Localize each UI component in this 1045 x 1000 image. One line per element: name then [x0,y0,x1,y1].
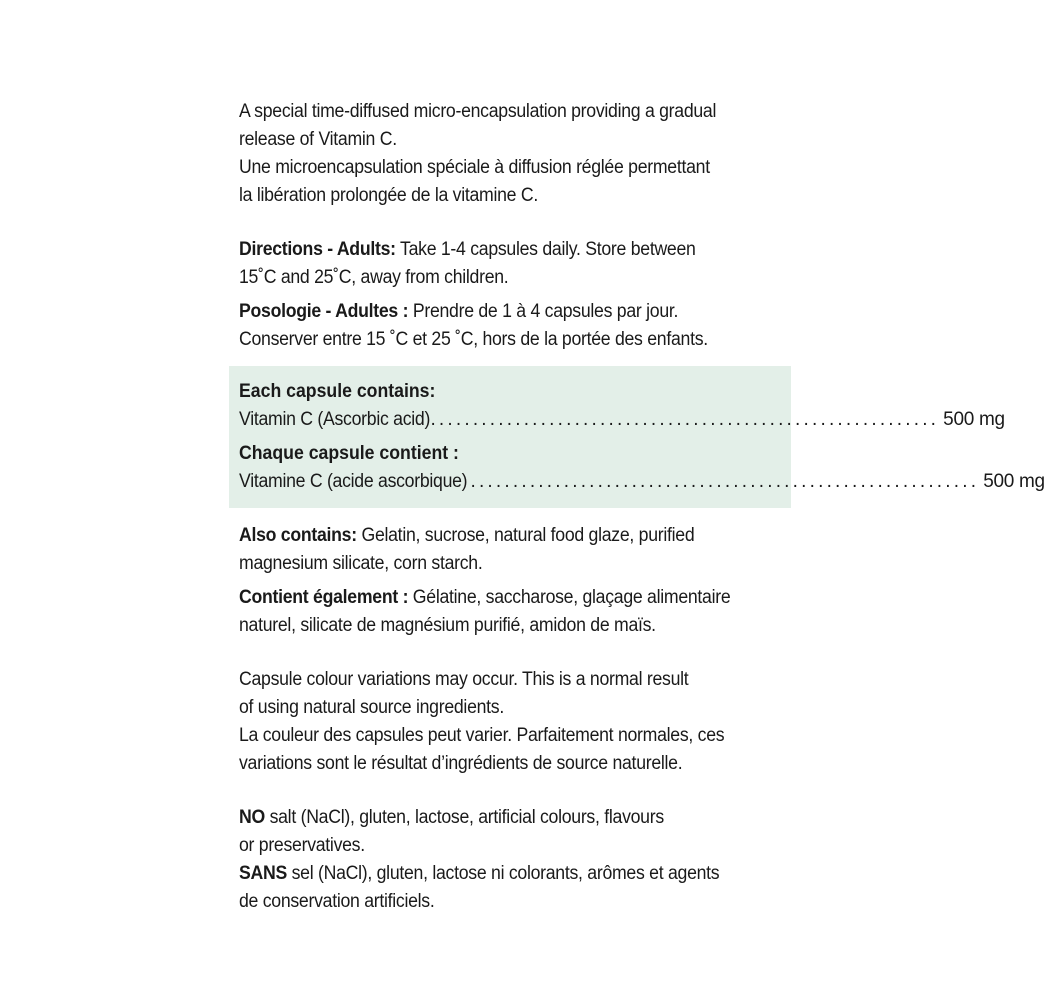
contents-en-dot-leader: ............................................................ [430,409,940,430]
also-contains-fr-label: Contient également : [239,587,409,608]
contents-en-ingredient: Vitamin C (Ascorbic acid) [239,409,431,430]
also-contains-section [239,522,791,640]
intro-section [239,98,791,210]
directions-fr-text-1: Prendre de 1 à 4 capsules par jour. [408,301,679,322]
directions-section [239,236,791,354]
contents-en-row [239,406,1005,434]
directions-fr-line-1 [239,298,752,326]
contents-fr-amount: 500 mg [983,471,1045,492]
intro-fr-line-2: la libération prolongée de la vitamine C. [239,185,538,206]
colour-note-en-line-2: of using natural source ingredients. [239,697,504,718]
directions-en-text-1: Take 1-4 capsules daily. Store between [395,239,696,260]
free-from-section [239,804,791,916]
contents-fr-heading: Chaque capsule contient : [239,443,459,464]
also-contains-en-line-1 [239,522,752,550]
contents-fr-dot-leader: ............................................................ [470,471,980,492]
also-contains-fr-text-1: Gélatine, saccharose, glaçage alimentaire [408,587,731,608]
also-contains-fr-line-2: naturel, silicate de magnésium purifié, amidon de maïs. [239,615,656,636]
colour-note-fr-line-2: variations sont le résultat d’ingrédients de source naturelle. [239,753,683,774]
contents-en-amount: 500 mg [943,409,1005,430]
free-from-en-line-2: or preservatives. [239,835,365,856]
also-contains-fr-line-1 [239,584,752,612]
free-from-en-text-1: salt (NaCl), gluten, lactose, artificial colours, flavours [264,807,664,828]
colour-note-section [239,666,791,778]
contents-fr-ingredient: Vitamine C (acide ascorbique) [239,471,468,492]
colour-note-fr-line-1: La couleur des capsules peut varier. Parfaitement normales, ces [239,725,725,746]
free-from-fr-label: SANS [239,863,287,884]
contents-en-heading: Each capsule contains: [239,381,436,402]
also-contains-en-text-1: Gelatin, sucrose, natural food glaze, purified [356,525,695,546]
directions-en-line-1 [239,236,752,264]
intro-fr-line-1: Une microencapsulation spéciale à diffusion réglée permettant [239,157,710,178]
intro-en-line-2: release of Vitamin C. [239,129,397,150]
label-panel [239,98,791,354]
free-from-fr-line-1 [239,860,752,888]
free-from-en-label: NO [239,807,265,828]
free-from-fr-line-2: de conservation artificiels. [239,891,435,912]
colour-note-en-line-1: Capsule colour variations may occur. This is a normal result [239,669,689,690]
also-contains-en-line-2: magnesium silicate, corn starch. [239,553,483,574]
contents-box [229,366,1045,508]
label-panel-lower [239,522,791,916]
directions-fr-label: Posologie - Adultes : [239,301,409,322]
free-from-fr-text-1: sel (NaCl), gluten, lactose ni colorants, arômes et agents [286,863,720,884]
free-from-en-line-1 [239,804,752,832]
contents-fr-row [239,468,1045,496]
also-contains-en-label: Also contains: [239,525,357,546]
directions-en-line-2: 15˚C and 25˚C, away from children. [239,267,509,288]
directions-en-label: Directions - Adults: [239,239,396,260]
directions-fr-line-2: Conserver entre 15 ˚C et 25 ˚C, hors de la portée des enfants. [239,329,708,350]
intro-en-line-1: A special time-diffused micro-encapsulation providing a gradual [239,101,717,122]
